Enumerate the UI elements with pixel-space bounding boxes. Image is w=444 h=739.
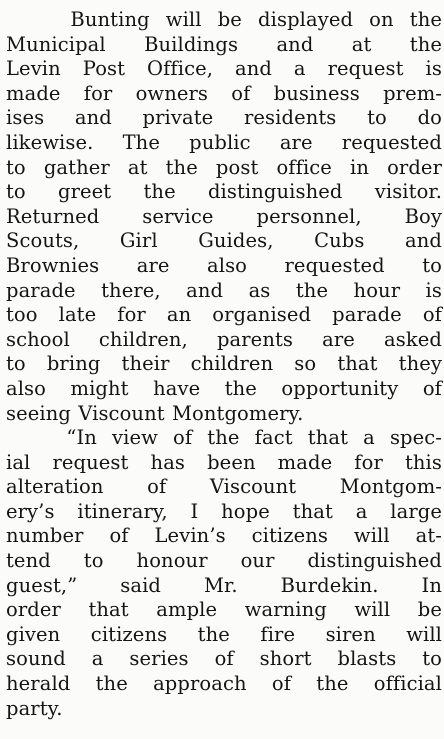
text-line: seeing Viscount Montgomery. (6, 401, 304, 425)
text-line: also might have the opportunity of (6, 376, 442, 400)
text-line: ial request has been made for this (6, 450, 442, 474)
text-line: Municipal Buildings and at the (6, 32, 442, 56)
paragraph-1 (6, 8, 442, 426)
text-line: party. (6, 696, 63, 720)
text-line: to greet the distinguished visitor. (6, 180, 442, 204)
text-line: alteration of Viscount Montgom- (6, 475, 442, 499)
text-line: number of Levin’s citizens will at- (6, 524, 442, 548)
text-line: school children, parents are asked (6, 327, 442, 351)
text-line: given citizens the fire siren will (6, 622, 442, 646)
text-line: Returned service personnel, Boy (6, 204, 442, 228)
text-line: Scouts, Girl Guides, Cubs and (6, 229, 442, 253)
text-line: too late for an organised parade of (6, 303, 442, 327)
text-line: guest,” said Mr. Burdekin. In (6, 573, 442, 597)
text-line: order that ample warning will be (6, 598, 442, 622)
text-line: parade there, and as the hour is (6, 278, 442, 302)
text-line: herald the approach of the official (6, 672, 442, 696)
text-line: likewise. The public are requested (6, 130, 442, 154)
text-line: to bring their children so that they (6, 352, 442, 376)
text-line: ery’s itinerary, I hope that a large (6, 499, 442, 523)
text-line: ises and private residents to do (6, 106, 442, 130)
article-text (6, 8, 442, 721)
text-line: sound a series of short blasts to (6, 647, 442, 671)
paragraph-2 (6, 426, 442, 721)
text-line: Levin Post Office, and a request is (6, 57, 442, 81)
text-line: made for owners of business prem- (6, 81, 442, 105)
text-line: Bunting will be displayed on the (6, 8, 442, 31)
text-line: “In view of the fact that a spec- (6, 426, 442, 450)
text-line: tend to honour our distinguished (6, 549, 442, 573)
text-line: to gather at the post office in order (6, 155, 442, 179)
text-line: Brownies are also requested to (6, 253, 442, 277)
